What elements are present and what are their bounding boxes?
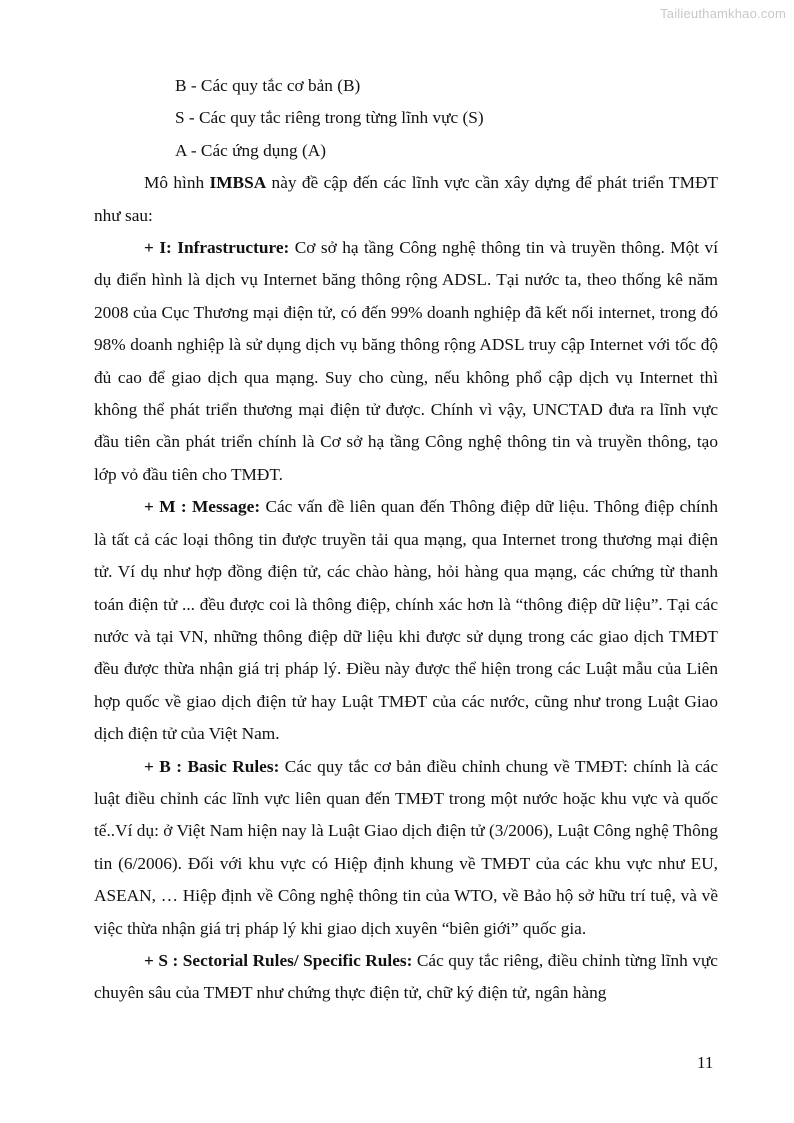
document-body: [94, 70, 718, 1010]
intro-model-name: IMBSA: [209, 173, 267, 193]
section-text: Các vấn đề liên quan đến Thông điệp dữ liệu. Thông điệp chính là tất cả các loại thông tin được truyền tải qua mạng, qua Internet trong thương mại điện tử. Ví dụ như hợp đồng điện tử, các chào hàng, hỏi hàng qua mạng, các chứng từ thanh toán điện tử ... đều được coi là thông điệp, chính xác hơn là “thông điệp dữ liệu”. Tại các nước và tại VN, những thông điệp dữ liệu khi được sử dụng trong các giao dịch TMĐT đều được thừa nhận giá trị pháp lý. Điều này được thể hiện trong các Luật mẫu của Liên hợp quốc về giao dịch điện tử hay Luật TMĐT của các nước, cũng như trong Luật Giao dịch điện tử của Việt Nam.: [94, 497, 718, 744]
section-heading: + B : Basic Rules:: [144, 756, 280, 776]
intro-paragraph: [94, 167, 718, 232]
list-item-b: B - Các quy tắc cơ bản (B): [175, 76, 361, 95]
section-text: Các quy tắc riêng, điều chỉnh từng lĩnh vực chuyên sâu của TMĐT như chứng thực điện tử, chữ ký điện tử, ngân hàng: [94, 950, 718, 1003]
section-text: Các quy tắc cơ bản điều chỉnh chung về TMĐT: chính là các luật điều chỉnh các lĩnh vực liên quan đến TMĐT trong một nước hoặc khu vực và quốc tế..Ví dụ: ở Việt Nam hiện nay là Luật Giao dịch điện tử (3/2006), Luật Công nghệ Thông tin (6/2006). Đối với khu vực có Hiệp định khung về TMĐT của các khu vực như EU, ASEAN, … Hiệp định về Công nghệ thông tin của WTO, về Bảo hộ sở hữu trí tuệ, và về việc thừa nhận giá trị pháp lý khi giao dịch xuyên “biên giới” quốc gia.: [94, 756, 718, 938]
section-message: [94, 491, 718, 750]
section-text: Cơ sở hạ tầng Công nghệ thông tin và truyền thông. Một ví dụ điển hình là dịch vụ Internet băng thông rộng ADSL. Tại nước ta, theo thống kê năm 2008 của Cục Thương mại điện tử, có đến 99% doanh nghiệp đã kết nối internet, trong đó 98% doanh nghiệp là sử dụng dịch vụ băng thông rộng ADSL truy cập Internet với tốc độ đủ cao để giao dịch qua mạng. Suy cho cùng, nếu không phổ cập dịch vụ Internet thì không thể phát triển thương mại điện tử được. Chính vì vậy, UNCTAD đưa ra lĩnh vực đầu tiên cần phát triển chính là Cơ sở hạ tầng Công nghệ thông tin và truyền thông, tạo lớp vỏ đầu tiên cho TMĐT.: [94, 238, 718, 484]
list-item-s: S - Các quy tắc riêng trong từng lĩnh vực (S): [175, 108, 484, 128]
watermark: Tailieuthamkhao.com: [660, 6, 786, 21]
section-specific-rules: [94, 945, 718, 1010]
page-number: 11: [697, 1053, 714, 1072]
section-heading: + I: Infrastructure:: [144, 238, 290, 258]
section-basic-rules: [94, 751, 718, 945]
section-heading: + S : Sectorial Rules/ Specific Rules:: [144, 950, 413, 970]
intro-text-after: này đề cập đến các lĩnh vực cần xây dựng để phát triển TMĐT như sau:: [94, 173, 718, 225]
section-heading: + M : Message:: [144, 497, 261, 517]
section-infrastructure: [94, 232, 718, 491]
intro-text-before: Mô hình: [144, 173, 210, 193]
list-item-a: A - Các ứng dụng (A): [175, 140, 326, 160]
